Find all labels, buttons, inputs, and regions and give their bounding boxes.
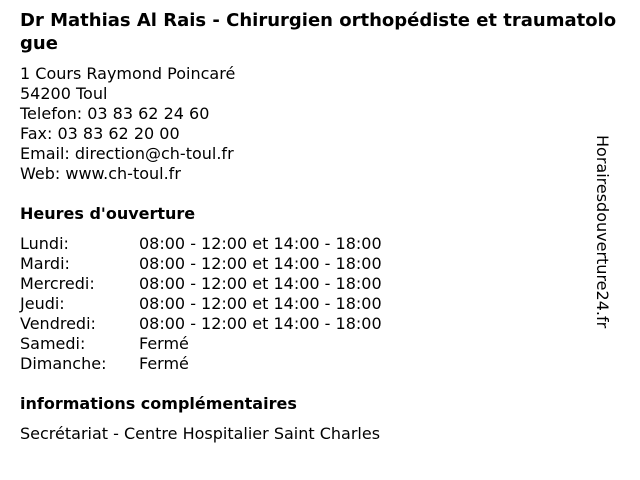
opening-hours-table	[20, 234, 382, 374]
phone-number: Telefon: 03 83 62 24 60	[20, 104, 210, 123]
day-label: Dimanche:	[20, 354, 107, 373]
address-line-2: 54200 Toul	[20, 84, 108, 103]
hours-row-friday	[20, 314, 382, 334]
day-hours: 08:00 - 12:00 et 14:00 - 18:00	[139, 254, 382, 273]
day-label: Jeudi:	[20, 294, 65, 313]
day-label: Mercredi:	[20, 274, 95, 293]
day-hours: 08:00 - 12:00 et 14:00 - 18:00	[139, 274, 382, 293]
hours-row-monday	[20, 234, 382, 254]
day-label: Samedi:	[20, 334, 86, 353]
email-address: Email: direction@ch-toul.fr	[20, 144, 234, 163]
website: Web: www.ch-toul.fr	[20, 164, 181, 183]
hours-heading: Heures d'ouverture	[20, 204, 196, 223]
day-label: Mardi:	[20, 254, 70, 273]
contact-block	[20, 64, 235, 184]
day-label: Lundi:	[20, 234, 69, 253]
day-hours: Fermé	[139, 334, 189, 353]
hours-row-saturday	[20, 334, 382, 354]
hours-row-wednesday	[20, 274, 382, 294]
hours-row-thursday	[20, 294, 382, 314]
day-label: Vendredi:	[20, 314, 96, 333]
hours-row-tuesday	[20, 254, 382, 274]
page-title: Dr Mathias Al Rais - Chirurgien orthopédiste et traumatologue	[20, 10, 617, 54]
hours-row-sunday	[20, 354, 382, 374]
day-hours: 08:00 - 12:00 et 14:00 - 18:00	[139, 314, 382, 333]
day-hours: 08:00 - 12:00 et 14:00 - 18:00	[139, 234, 382, 253]
info-heading: informations complémentaires	[20, 394, 297, 413]
fax-number: Fax: 03 83 62 20 00	[20, 124, 180, 143]
watermark: Horairesdouverture24.fr	[593, 135, 612, 329]
info-text: Secrétariat - Centre Hospitalier Saint Charles	[20, 424, 381, 443]
day-hours: 08:00 - 12:00 et 14:00 - 18:00	[139, 294, 382, 313]
address-line-1: 1 Cours Raymond Poincaré	[20, 64, 236, 83]
day-hours: Fermé	[139, 354, 189, 373]
